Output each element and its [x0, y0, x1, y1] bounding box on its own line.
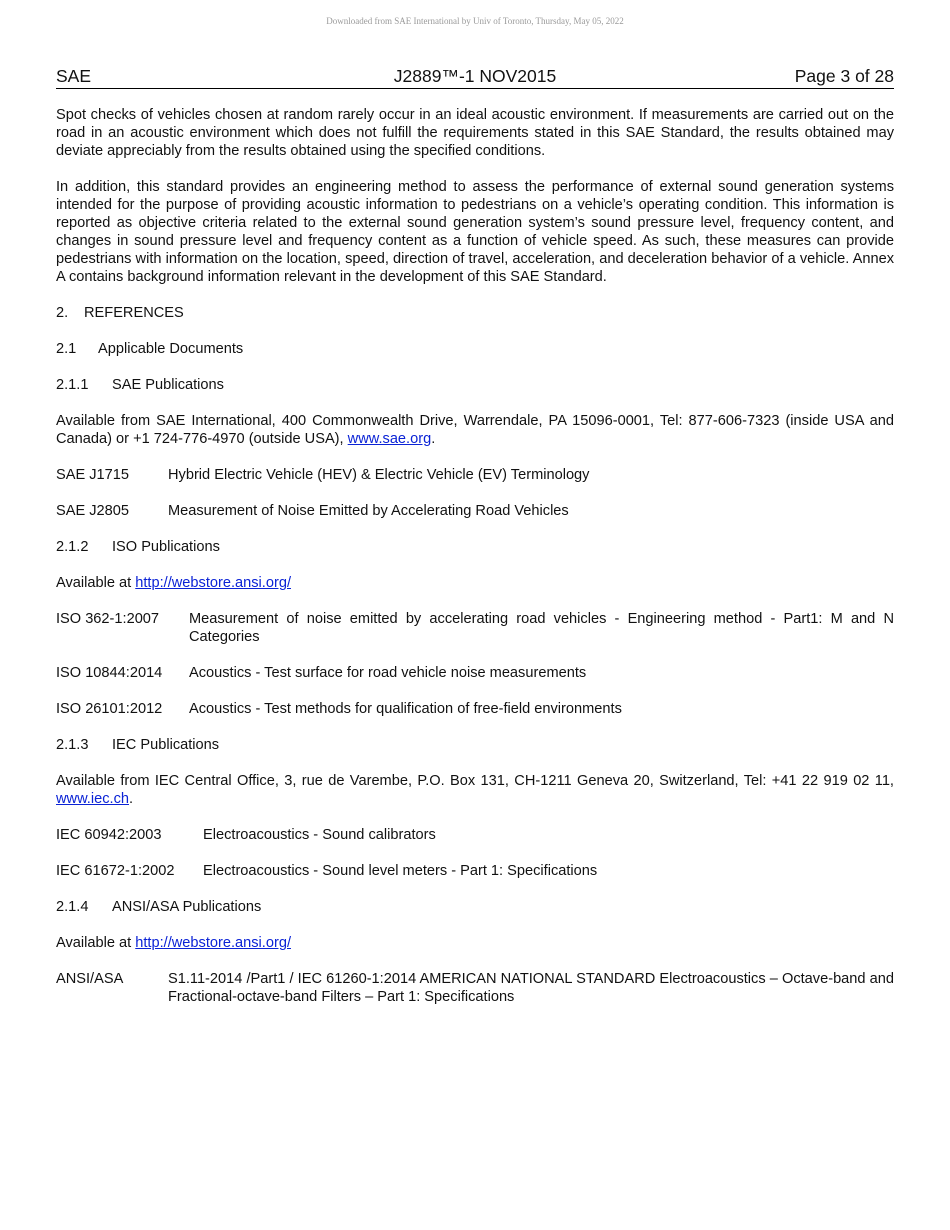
- heading-iso-publications: [56, 538, 894, 556]
- reference-description: Acoustics - Test surface for road vehicle noise measurements: [189, 665, 587, 681]
- reference-entry: [56, 502, 894, 520]
- section-title: ISO Publications: [112, 539, 220, 555]
- reference-code: ANSI/ASA: [56, 971, 124, 987]
- section-title: SAE Publications: [112, 377, 224, 393]
- header-document-id: J2889™-1 NOV2015: [393, 66, 557, 86]
- ansi-webstore-link[interactable]: http://webstore.ansi.org/: [135, 575, 291, 591]
- reference-description: Measurement of noise emitted by accelerating road vehicles - Engineering method - Part1: M and N Categories: [189, 611, 894, 645]
- heading-references: [56, 304, 894, 322]
- section-title: Applicable Documents: [98, 341, 244, 357]
- heading-applicable-documents: [56, 340, 894, 358]
- iso-availability: [56, 574, 894, 592]
- header-publisher: SAE: [56, 66, 92, 86]
- heading-sae-publications: [56, 376, 894, 394]
- reference-entry: [56, 862, 894, 880]
- page-header: [56, 66, 894, 89]
- reference-entry: [56, 700, 894, 718]
- reference-description: Acoustics - Test methods for qualification of free-field environments: [189, 701, 622, 717]
- reference-entry: [56, 610, 894, 646]
- availability-text: Available at: [56, 935, 136, 951]
- reference-code: SAE J2805: [56, 503, 130, 519]
- heading-iec-publications: [56, 736, 894, 754]
- download-watermark: Downloaded from SAE International by Univ of Toronto, Thursday, May 05, 2022: [326, 16, 624, 26]
- header-page-number: Page 3 of 28: [794, 66, 894, 86]
- reference-code: ISO 362-1:2007: [56, 611, 160, 627]
- availability-text: Available at: [56, 575, 136, 591]
- heading-ansi-publications: [56, 898, 894, 916]
- reference-code: ISO 10844:2014: [56, 665, 163, 681]
- ansi-webstore-link[interactable]: http://webstore.ansi.org/: [135, 935, 291, 951]
- availability-end: .: [129, 791, 134, 807]
- section-number: 2.1: [56, 341, 77, 357]
- availability-end: .: [431, 431, 436, 447]
- availability-text: Available from IEC Central Office, 3, rue de Varembe, P.O. Box 131, CH-1211 Geneva 20, Switzerland, Tel: +41 22 919 02 11,: [56, 773, 894, 789]
- section-number: 2.1.1: [56, 377, 89, 393]
- reference-code: IEC 60942:2003: [56, 827, 162, 843]
- reference-description: Electroacoustics - Sound level meters - Part 1: Specifications: [203, 863, 598, 879]
- section-title: ANSI/ASA Publications: [112, 899, 262, 915]
- section-number: 2.1.4: [56, 899, 89, 915]
- sae-website-link[interactable]: www.sae.org: [347, 431, 432, 447]
- iec-website-link[interactable]: www.iec.ch: [56, 791, 129, 807]
- reference-description: S1.11-2014 /Part1 / IEC 61260-1:2014 AMERICAN NATIONAL STANDARD Electroacoustics – Octave-band and Fractional-octave-band Filters – Part 1: Specifications: [168, 971, 894, 1005]
- paragraph-spot-checks: Spot checks of vehicles chosen at random rarely occur in an ideal acoustic environment. If measurements are carried out on the road in an acoustic environment which does not fulfill the requirements stated in this SAE Standard, the results obtained may deviate appreciably from the results obtained using the specified conditions.: [56, 107, 894, 159]
- paragraph-engineering-method: In addition, this standard provides an engineering method to assess the performance of external sound generation systems intended for the purpose of providing acoustic information to pedestrians on a vehicle’s operating condition. This information is reported as objective criteria related to the external sound generation system’s sound pressure level, frequency content, and changes in sound pressure level and frequency content as a function of vehicle speed. As such, these measures can provide pedestrians with information on the location, speed, direction of travel, acceleration, and deceleration behavior of a vehicle. Annex A contains background information relevant in the development of this SAE Standard.: [56, 179, 894, 285]
- section-number: 2.1.2: [56, 539, 89, 555]
- section-number: 2.: [56, 305, 69, 321]
- page-body: [56, 106, 894, 1006]
- ansi-availability: [56, 934, 894, 952]
- reference-code: SAE J1715: [56, 467, 130, 483]
- reference-entry: [56, 970, 894, 1006]
- section-title: REFERENCES: [84, 305, 184, 321]
- reference-entry: [56, 826, 894, 844]
- reference-code: ISO 26101:2012: [56, 701, 163, 717]
- iec-availability: [56, 772, 894, 808]
- section-number: 2.1.3: [56, 737, 89, 753]
- availability-text: Available from SAE International, 400 Commonwealth Drive, Warrendale, PA 15096-0001, Tel: 877-606-7323 (inside USA and Canada) or +1 724-776-4970 (outside USA),: [56, 413, 894, 447]
- reference-description: Electroacoustics - Sound calibrators: [203, 827, 436, 843]
- reference-description: Hybrid Electric Vehicle (HEV) & Electric Vehicle (EV) Terminology: [168, 467, 590, 483]
- reference-description: Measurement of Noise Emitted by Accelerating Road Vehicles: [168, 503, 569, 519]
- sae-availability: [56, 412, 894, 448]
- reference-code: IEC 61672-1:2002: [56, 863, 175, 879]
- reference-entry: [56, 664, 894, 682]
- reference-entry: [56, 466, 894, 484]
- section-title: IEC Publications: [112, 737, 220, 753]
